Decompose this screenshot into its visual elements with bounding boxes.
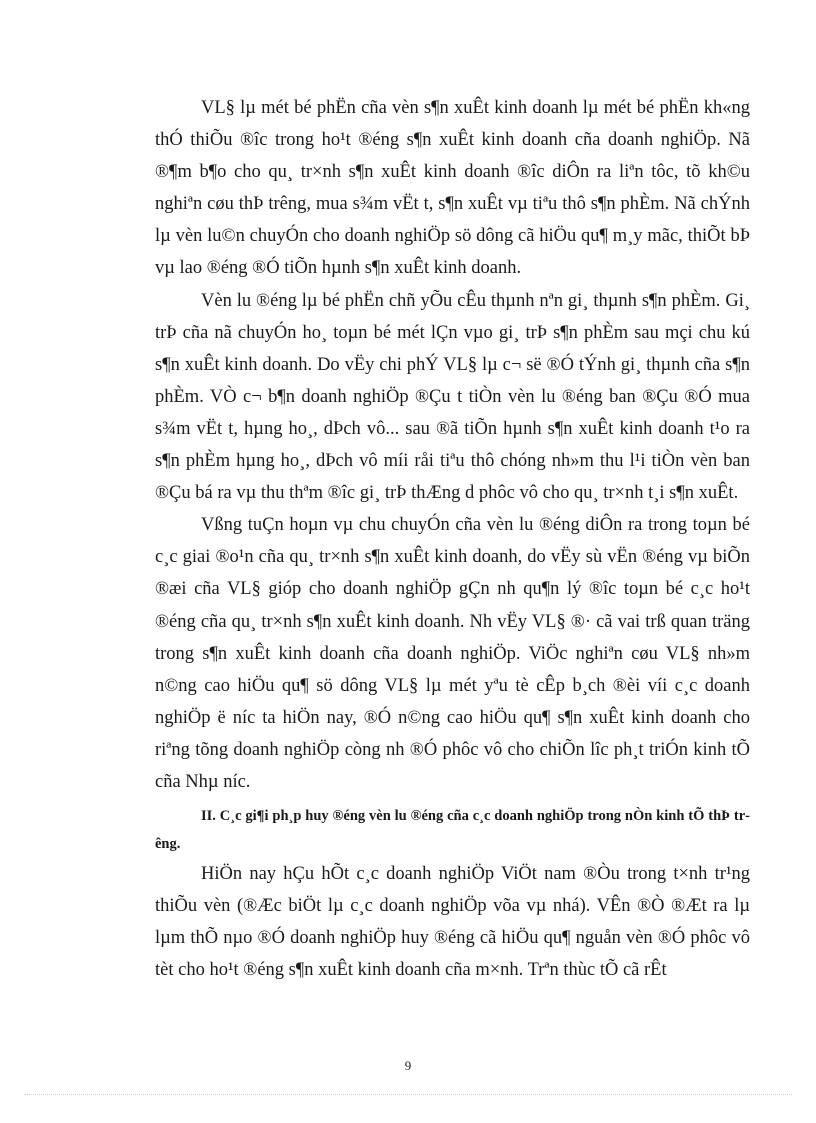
page-number: 9 <box>404 1058 412 1073</box>
body-text <box>155 92 750 986</box>
paragraph: Vèn lu ®éng lµ bé phËn chñ yÕu cÊu thµnh nªn gi¸ thµnh s¶n phÈm. Gi¸ trÞ cña nã chuyÓn ho¸ toµn bé mét lÇn vµo gi¸ trÞ s¶n phÈm sau mçi chu kú s¶n xuÊt kinh doanh. Do vËy chi phÝ VL§ lµ c¬ së ®Ó tÝnh gi¸ thµnh cña s¶n phÈm. VÒ c¬ b¶n doanh nghiÖp ®Çu t tiÒn vèn lu ®éng ban ®Çu ®Ó mua s¾m vËt t, hµng ho¸, dÞch vô... sau ®ã tiÕn hµnh s¶n xuÊt kinh doanh t¹o ra s¶n phÈm hµng ho¸, dÞch vô míi råi tiªu thô chóng nh»m thu l¹i tiÒn vèn ban ®Çu bá ra vµ thu thªm ®îc gi¸ trÞ thÆng d phôc vô cho qu¸ tr×nh t¸i s¶n xuÊt. <box>155 290 750 504</box>
paragraph: VL§ lµ mét bé phËn cña vèn s¶n xuÊt kinh doanh lµ mét bé phËn kh«ng thÓ thiÕu ®îc trong ho¹t ®éng s¶n xuÊt kinh doanh cña doanh nghiÖp. Nã ®¶m b¶o cho qu¸ tr×nh s¶n xuÊt kinh doanh ®îc diÔn ra liªn tôc, tõ kh©u nghiªn cøu thÞ trêng, mua s¾m vËt t, s¶n xuÊt vµ tiªu thô s¶n phÈm. Nã chÝnh lµ vèn lu©n chuyÓn cho doanh nghiÖp sö dông cã hiÖu qu¶ m¸y mãc, thiÕt bÞ vµ lao ®éng ®Ó tiÕn hµnh s¶n xuÊt kinh doanh. <box>155 98 750 279</box>
page-bottom-divider <box>24 1094 792 1095</box>
paragraph: Vßng tuÇn hoµn vµ chu chuyÓn cña vèn lu ®éng diÔn ra trong toµn bé c¸c giai ®o¹n cña qu¸ tr×nh s¶n xuÊt kinh doanh, do vËy sù vËn ®éng vµ biÕn ®æi cña VL§ gióp cho doanh nghiÖp gÇn nh qu¶n lý ®îc toµn bé c¸c ho¹t ®éng cña qu¸ tr×nh s¶n xuÊt kinh doanh. Nh vËy VL§ ®· cã vai trß quan träng trong s¶n xuÊt kinh doanh cña doanh nghiÖp. ViÖc nghiªn cøu VL§ nh»m n©ng cao hiÖu qu¶ sö dông VL§ lµ mét yªu tè cÊp b¸ch ®èi víi c¸c doanh nghiÖp ë níc ta hiÖn nay, ®Ó n©ng cao hiÖu qu¶ s¶n xuÊt kinh doanh cho riªng tõng doanh nghiÖp còng nh ®Ó phôc vô cho chiÕn lîc ph¸t triÓn kinh tÕ cña Nhµ níc. <box>155 515 750 792</box>
paragraph: HiÖn nay hÇu hÕt c¸c doanh nghiÖp ViÖt nam ®Òu trong t×nh tr¹ng thiÕu vèn (®Æc biÖt lµ c¸c doanh nghiÖp võa vµ nhá). VÊn ®Ò ®Æt ra lµ lµm thÕ nµo ®Ó doanh nghiÖp huy ®éng cã hiÖu qu¶ nguån vèn ®Ó phôc vô tèt cho ho¹t ®éng s¶n xuÊt kinh doanh cña m×nh. Trªn thùc tÕ cã rÊt <box>155 864 750 981</box>
section-heading: II. C¸c gi¶i ph¸p huy ®éng vèn lu ®éng cña c¸c doanh nghiÖp trong nÒn kinh tÕ thÞ trêng. <box>155 808 750 853</box>
